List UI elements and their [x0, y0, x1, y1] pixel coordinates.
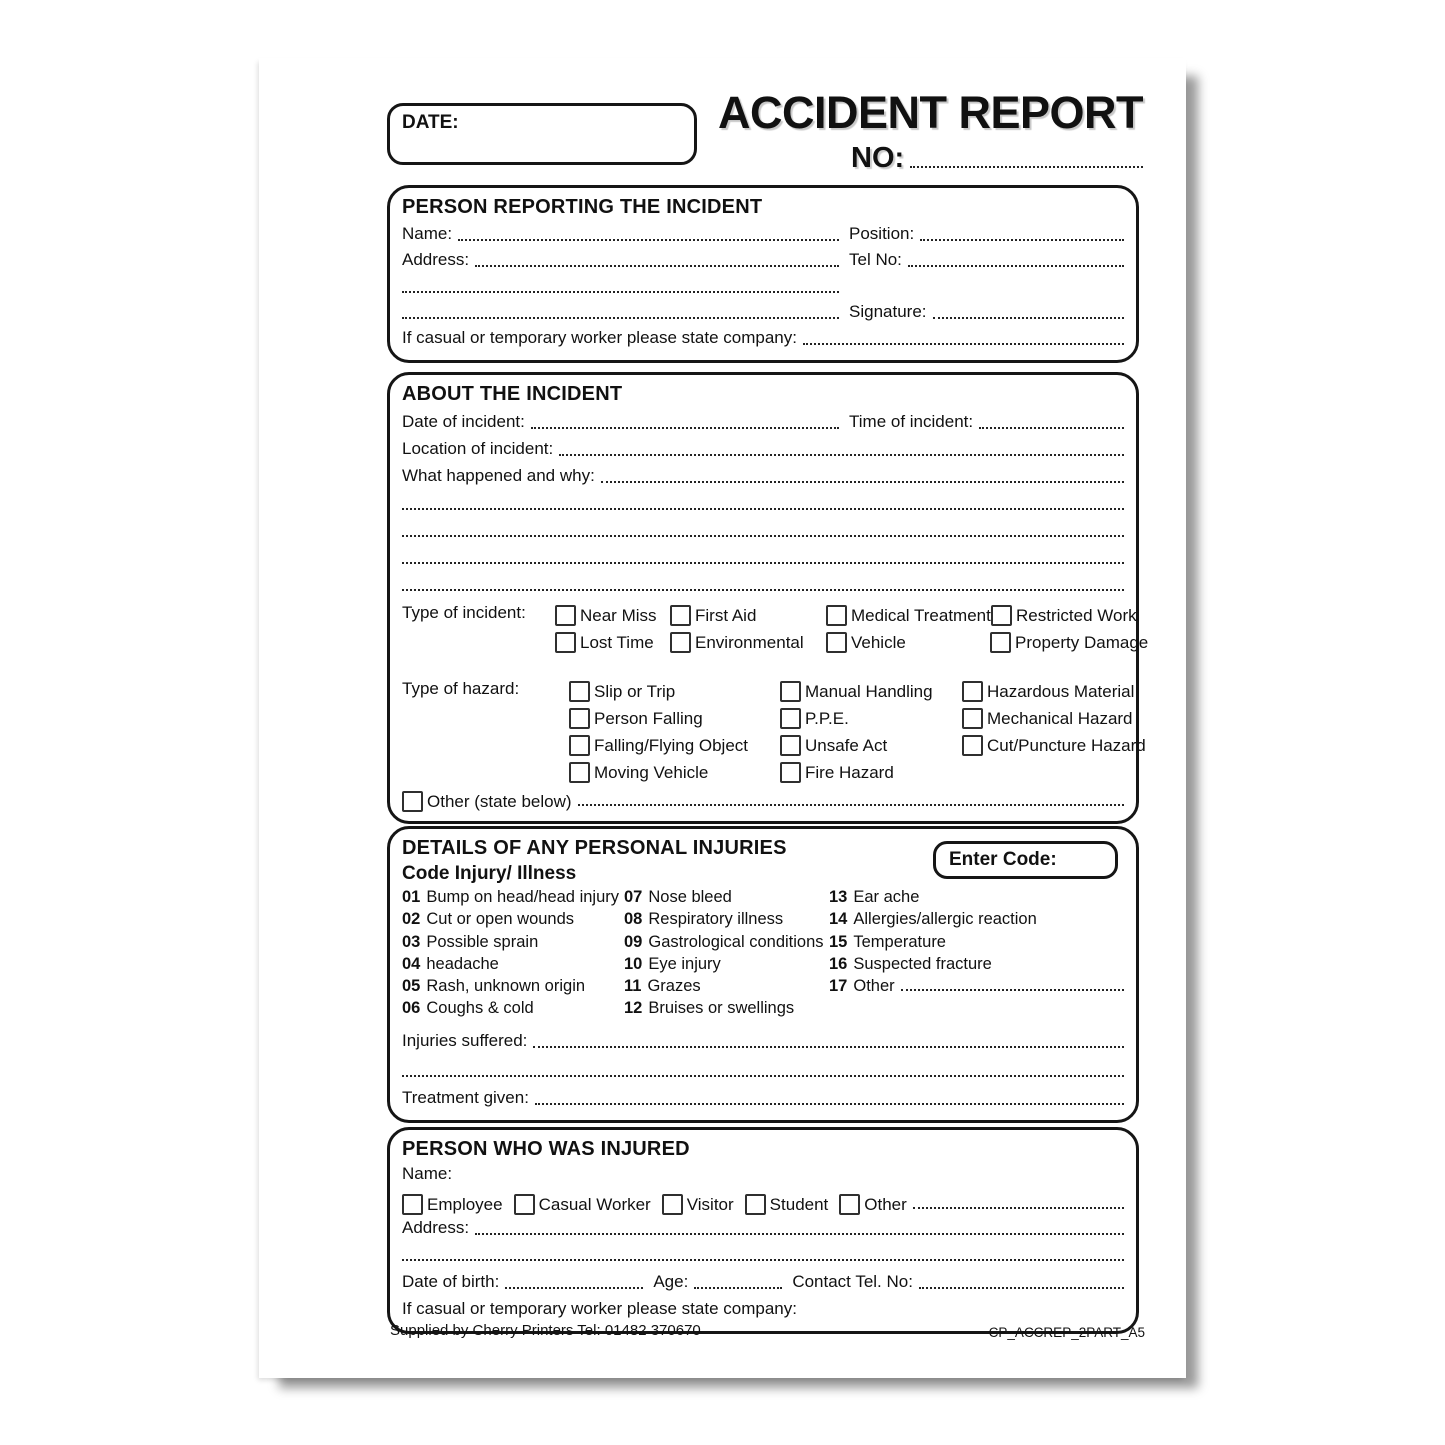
checkbox-label: Other	[864, 1195, 907, 1214]
other-injury-line[interactable]	[901, 989, 1124, 991]
checkbox-icon[interactable]	[990, 632, 1011, 653]
checkbox-icon[interactable]	[780, 708, 801, 729]
age-line[interactable]	[694, 1287, 782, 1289]
checkbox-property-damage[interactable]	[990, 632, 1148, 653]
injury-code-item-other: 17 Other	[829, 977, 1124, 999]
what-happened-line[interactable]	[601, 481, 1124, 483]
form-row	[402, 516, 1124, 543]
checkbox-icon[interactable]	[962, 681, 983, 702]
injured-name-label: Name:	[402, 1164, 453, 1184]
form-row	[402, 462, 1124, 489]
signature-line[interactable]	[933, 317, 1125, 319]
checkbox-label: Person Falling	[594, 709, 703, 728]
injury-code-item: 13 Ear ache	[829, 888, 920, 906]
form-row	[402, 1083, 1124, 1111]
checkbox-label: Cut/Puncture Hazard	[987, 736, 1146, 755]
injury-code-item: 10 Eye injury	[624, 954, 721, 973]
date-label: DATE:	[402, 112, 459, 133]
incident-location-label: Location of incident:	[402, 439, 554, 459]
form-row	[402, 1295, 1124, 1322]
checkbox-label: Property Damage	[1015, 633, 1149, 652]
checkbox-icon[interactable]	[662, 1194, 683, 1215]
checkbox-label: Slip or Trip	[594, 682, 676, 701]
signature-label: Signature:	[849, 302, 927, 322]
checkbox-icon[interactable]	[780, 681, 801, 702]
checkbox-label: P.P.E.	[805, 709, 849, 728]
company-label: If casual or temporary worker please state company:	[402, 328, 797, 348]
injured-address-line-2[interactable]	[402, 1259, 1124, 1261]
checkbox-icon[interactable]	[569, 681, 590, 702]
section-title: DETAILS OF ANY PERSONAL INJURIES	[402, 837, 787, 859]
hazard-row-3	[402, 730, 1146, 757]
checkbox-icon[interactable]	[826, 605, 847, 626]
form-row	[402, 1267, 1124, 1295]
injury-code-item: 03 Possible sprain	[402, 932, 539, 951]
injury-code-item: 06 Coughs & cold	[402, 999, 534, 1018]
checkbox-label: Medical Treatment	[851, 606, 991, 625]
injury-code-item: 14 Allergies/allergic reaction	[829, 910, 1037, 929]
form-row	[402, 1163, 1124, 1187]
injury-code-item: 07 Nose bleed	[624, 888, 732, 906]
checkbox-first-aid[interactable]	[670, 605, 756, 626]
hazard-row-1	[402, 676, 1135, 703]
incident-time-line[interactable]	[979, 427, 1124, 429]
checkbox-label: Other (state below)	[427, 792, 572, 811]
checkbox-hazardous-material[interactable]	[962, 681, 1134, 702]
checkbox-icon[interactable]	[780, 735, 801, 756]
date-field-box[interactable]	[387, 103, 697, 165]
checkbox-label: Fire Hazard	[805, 763, 894, 782]
type-of-hazard-label: Type of hazard:	[402, 679, 520, 698]
form-reference-code: CP_ACCREP_2PART_A5	[988, 1325, 1145, 1340]
incident-type-row-1	[402, 600, 1137, 627]
what-happened-label: What happened and why:	[402, 466, 595, 486]
what-happened-line-5[interactable]	[402, 589, 1124, 591]
checkbox-moving-vehicle[interactable]	[569, 762, 708, 783]
checkbox-near-miss[interactable]	[555, 605, 657, 626]
checkbox-visitor[interactable]	[662, 1194, 734, 1215]
checkbox-label: Falling/Flying Object	[594, 736, 749, 755]
checkbox-label: Visitor	[686, 1195, 734, 1214]
injury-code-column-2	[624, 888, 829, 1022]
checkbox-icon[interactable]	[991, 605, 1012, 626]
injury-code-column-3	[829, 888, 1124, 1022]
checkbox-student[interactable]	[745, 1194, 829, 1215]
checkbox-icon[interactable]	[670, 632, 691, 653]
checkbox-falling-flying-object[interactable]	[569, 735, 748, 756]
checkbox-unsafe-act[interactable]	[780, 735, 887, 756]
checkbox-label: Casual Worker	[538, 1195, 651, 1214]
section-title: PERSON WHO WAS INJURED	[402, 1138, 690, 1160]
address-line[interactable]	[475, 265, 839, 267]
form-row	[402, 408, 1124, 435]
address-label: Address:	[402, 250, 470, 270]
position-line[interactable]	[920, 239, 1124, 241]
address-line-2[interactable]	[402, 291, 839, 293]
checkbox-casual-worker[interactable]	[514, 1194, 651, 1215]
checkbox-icon[interactable]	[569, 708, 590, 729]
injured-company-label: If casual or temporary worker please state company:	[402, 1299, 797, 1319]
injury-code-item: 09 Gastrological conditions	[624, 932, 824, 951]
what-happened-line-3[interactable]	[402, 535, 1124, 537]
injury-code-item: 02 Cut or open wounds	[402, 910, 575, 929]
treatment-given-label: Treatment given:	[402, 1088, 529, 1108]
checkbox-ppe[interactable]	[780, 708, 849, 729]
checkbox-icon[interactable]	[514, 1194, 535, 1215]
form-row	[402, 1054, 1124, 1083]
form-row	[402, 543, 1124, 570]
checkbox-icon[interactable]	[780, 762, 801, 783]
name-label: Name:	[402, 224, 453, 244]
checkbox-icon[interactable]	[745, 1194, 766, 1215]
checkbox-fire-hazard[interactable]	[780, 762, 894, 783]
incident-type-row-2	[402, 627, 1149, 654]
injury-code-item: 11 Grazes	[624, 977, 701, 996]
dob-line[interactable]	[505, 1287, 643, 1289]
form-row	[402, 570, 1124, 597]
section-person-injured	[387, 1127, 1139, 1334]
form-row	[402, 299, 1124, 325]
contact-tel-line[interactable]	[919, 1287, 1124, 1289]
checkbox-icon[interactable]	[555, 605, 576, 626]
injured-category-row	[402, 1187, 1124, 1215]
section-person-reporting	[387, 185, 1139, 363]
enter-code-label: Enter Code:	[949, 849, 1057, 870]
form-row	[402, 325, 1124, 351]
injuries-suffered-line[interactable]	[533, 1046, 1124, 1048]
tel-label: Tel No:	[849, 250, 902, 270]
checkbox-label: Employee	[427, 1195, 503, 1214]
checkbox-label: Hazardous Material	[987, 682, 1135, 701]
checkbox-label: Environmental	[695, 633, 804, 652]
checkbox-label: Lost Time	[580, 633, 654, 652]
age-label: Age:	[653, 1272, 689, 1292]
hazard-row-2	[402, 703, 1133, 730]
form-row	[402, 247, 1124, 273]
incident-time-label: Time of incident:	[849, 412, 974, 432]
what-happened-line-2[interactable]	[402, 508, 1124, 510]
treatment-given-line[interactable]	[535, 1103, 1124, 1105]
section-title: ABOUT THE INCIDENT	[402, 383, 623, 405]
injury-code-item: 15 Temperature	[829, 932, 946, 951]
checkbox-icon[interactable]	[826, 632, 847, 653]
injury-code-item: 16 Suspected fracture	[829, 954, 992, 973]
checkbox-icon[interactable]	[670, 605, 691, 626]
no-label: NO:	[851, 142, 905, 174]
checkbox-icon[interactable]	[402, 1194, 423, 1215]
checkbox-environmental[interactable]	[670, 632, 804, 653]
checkbox-manual-handling[interactable]	[780, 681, 933, 702]
checkbox-icon[interactable]	[839, 1194, 860, 1215]
checkbox-icon[interactable]	[555, 632, 576, 653]
other-hazard-line[interactable]	[578, 804, 1124, 806]
injury-code-item: 01 Bump on head/head injury	[402, 888, 619, 906]
form-row	[402, 435, 1124, 462]
checkbox-label: Vehicle	[851, 633, 906, 652]
checkbox-label: Mechanical Hazard	[987, 709, 1133, 728]
checkbox-mechanical-hazard[interactable]	[962, 708, 1133, 729]
checkbox-label: First Aid	[695, 606, 757, 625]
injured-address-label: Address:	[402, 1218, 470, 1238]
position-label: Position:	[849, 224, 915, 244]
checkbox-other-hazard[interactable]	[402, 791, 572, 812]
what-happened-line-4[interactable]	[402, 562, 1124, 564]
incident-location-line[interactable]	[559, 454, 1124, 456]
checkbox-vehicle[interactable]	[826, 632, 906, 653]
checkbox-label: Manual Handling	[805, 682, 933, 701]
injury-code-item: 04 headache	[402, 954, 499, 973]
checkbox-person-falling[interactable]	[569, 708, 703, 729]
incident-date-line[interactable]	[531, 427, 839, 429]
checkbox-employee[interactable]	[402, 1194, 503, 1215]
dob-label: Date of birth:	[402, 1272, 500, 1292]
report-number-row	[851, 144, 1143, 173]
form-row	[402, 273, 1124, 299]
checkbox-icon[interactable]	[962, 708, 983, 729]
injury-code-column-1	[402, 888, 624, 1022]
injuries-suffered-label: Injuries suffered:	[402, 1031, 528, 1051]
section-about-incident	[387, 372, 1149, 824]
checkbox-label: Moving Vehicle	[594, 763, 709, 782]
checkbox-restricted-work[interactable]	[991, 605, 1137, 626]
other-hazard-row	[402, 784, 1124, 812]
checkbox-label: Student	[769, 1195, 829, 1214]
form-row	[402, 1215, 1124, 1241]
checkbox-label: Unsafe Act	[805, 736, 888, 755]
injuries-suffered-line-2[interactable]	[402, 1075, 1124, 1077]
report-number-line[interactable]	[910, 166, 1143, 168]
section-personal-injuries	[387, 826, 1139, 1123]
checkbox-icon[interactable]	[402, 791, 423, 812]
code-list-title: Code Injury/ Illness	[402, 863, 577, 884]
tel-line[interactable]	[908, 265, 1124, 267]
checkbox-label: Restricted Work	[1016, 606, 1137, 625]
checkbox-label: Near Miss	[580, 606, 657, 625]
address-line-3[interactable]	[402, 317, 839, 319]
contact-tel-label: Contact Tel. No:	[792, 1272, 913, 1292]
hazard-row-4	[402, 757, 1124, 784]
checkbox-lost-time[interactable]	[555, 632, 654, 653]
checkbox-cut-puncture-hazard[interactable]	[962, 735, 1146, 756]
type-of-incident-label: Type of incident:	[402, 603, 526, 622]
checkbox-other-category[interactable]	[839, 1194, 907, 1215]
checkbox-slip-or-trip[interactable]	[569, 681, 675, 702]
section-title: PERSON REPORTING THE INCIDENT	[402, 196, 763, 218]
form-row	[402, 1241, 1124, 1267]
checkbox-medical-treatment[interactable]	[826, 605, 991, 626]
incident-date-label: Date of incident:	[402, 412, 525, 432]
checkbox-icon[interactable]	[569, 735, 590, 756]
form-title: ACCIDENT REPORT	[717, 87, 1143, 138]
injury-code-item: 12 Bruises or swellings	[624, 999, 795, 1018]
other-category-line[interactable]	[913, 1207, 1124, 1209]
injury-code-table	[402, 888, 1124, 1022]
checkbox-icon[interactable]	[569, 762, 590, 783]
form-row	[402, 1022, 1124, 1054]
checkbox-icon[interactable]	[962, 735, 983, 756]
printer-credit: Supplied by Cherry Printers Tel: 01482 370670	[390, 1322, 701, 1339]
enter-code-box[interactable]	[933, 841, 1118, 879]
injured-address-line[interactable]	[475, 1233, 1124, 1235]
form-row	[402, 221, 1124, 247]
injury-code-item: 08 Respiratory illness	[624, 910, 784, 929]
injury-code-item: 05 Rash, unknown origin	[402, 977, 586, 996]
form-row	[402, 489, 1124, 516]
accident-report-form-page	[259, 58, 1186, 1378]
company-line[interactable]	[803, 343, 1124, 345]
name-line[interactable]	[458, 239, 839, 241]
